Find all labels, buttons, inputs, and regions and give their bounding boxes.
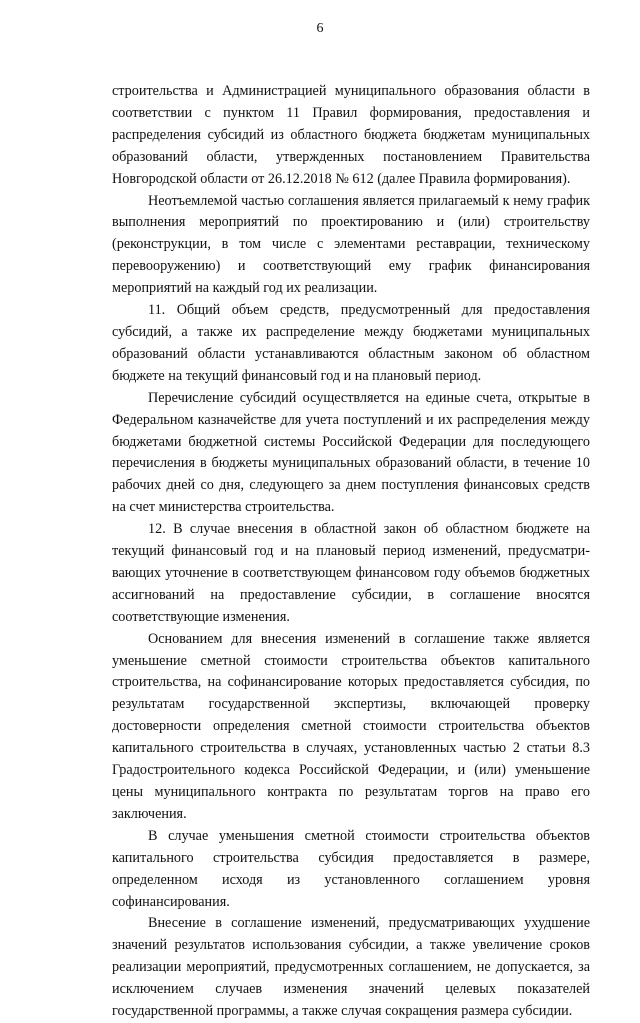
paragraph-agreement-schedule: Неотъемлемой частью соглашения является прилагаемый к нему график выполнения мероприятий по проектированию и (или) строительству (реконструкции, в том числе с элементами реставрации, техническому перевооружению) и соответствующий ему график финансирования мероприятий на каждый год их реализации. xyxy=(112,192,590,297)
paragraph-continuation: строительства и Администрацией муниципального образования области в соответствии с пунктом 11 Правил формирования, предоставления и распределения субсидий из областного бюджета бюджетам муниципальных образований области, утвержденных постановлением Правительства Новгородской области от 26.12.2018 № 612 (далее Правила формирования). xyxy=(112,83,590,187)
paragraph-amendments: Внесение в соглашение изменений, предусматривающих ухудшение значений результатов использования субсидии, а также увеличение сроков реализации мероприятий, предусмотренных соглашением, не допускается, за исключением случаев изменения значений целевых показателей государственной программы, а также случая сокращения размера субсидии. xyxy=(112,915,590,1020)
paragraph-item-12: 12. В случае внесения в областной закон об областном бюджете на текущий финансовый год и на плановый период изменений, предусматривающих уточнение в соответствующем финансовом году объемов бюджетных ассигнований на предоставление субсидии, в соглашение вносятся соответствующие изменения. xyxy=(112,521,590,625)
paragraph-grounds: Основанием для внесения изменений в соглашение также является уменьшение сметной стоимости строительства объектов капитального строительства, на софинансирование которых предоставляется субсидия, по результатам государственной экспертизы, включающей проверку достоверности определения сметной стоимости строительства объектов капитального строительства в случаях, установленных частью 2 статьи 8.3 Градостроительного кодекса Российской Федерации, и (или) уменьшение цены муниципального контракта по результатам торгов на право его заключения. xyxy=(112,630,590,822)
paragraph-item-11: 11. Общий объем средств, предусмотренный для предоставления субсидий, а также их распределение между бюджетами муниципальных образований области устанавливаются областным законом об областном бюджете на текущий финансовый год и на плановый период. xyxy=(112,302,590,384)
paragraph-cost-reduction: В случае уменьшения сметной стоимости строительства объектов капитального строительства субсидия предоставляется в размере, определенном исходя из установленного соглашением уровня софинансирования. xyxy=(112,827,590,910)
page-number: 6 xyxy=(316,21,324,36)
paragraph-transfer: Перечисление субсидий осуществляется на единые счета, открытые в Федеральном казначействе для учета поступлений и их распределения между бюджетами бюджетной системы Российской Федерации для последующего перечисления в бюджеты муниципальных образований области, в течение 10 рабочих дней со дня, следующего за днем поступления финансовых средств на счет министерства строительства. xyxy=(112,389,590,516)
body-text xyxy=(112,81,590,1023)
